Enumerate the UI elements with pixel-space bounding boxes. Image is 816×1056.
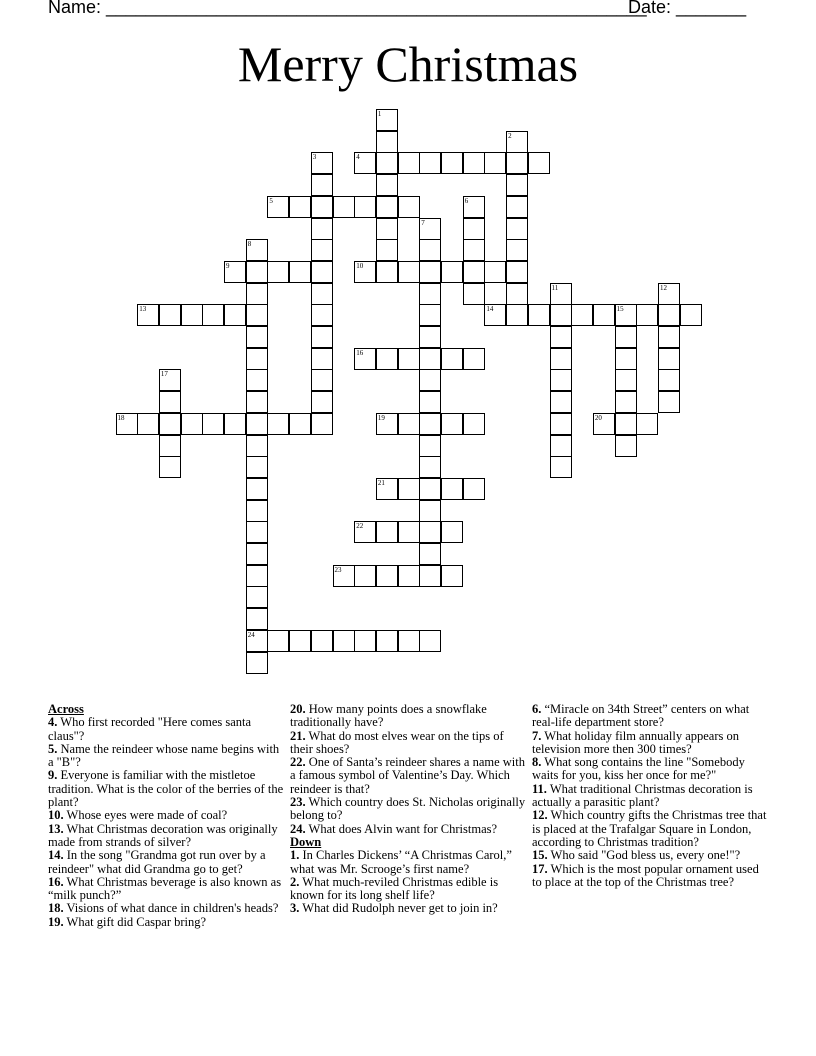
grid-cell[interactable] <box>419 239 441 261</box>
grid-cell[interactable] <box>311 239 333 261</box>
grid-cell[interactable] <box>354 521 376 543</box>
grid-cell[interactable] <box>419 369 441 391</box>
clue-across-24: 24. What does Alvin want for Christmas? <box>290 821 498 836</box>
grid-cell[interactable] <box>224 413 246 435</box>
grid-cell[interactable] <box>246 326 268 348</box>
grid-cell[interactable] <box>246 261 268 283</box>
grid-cell[interactable] <box>506 174 528 196</box>
grid-cell[interactable] <box>506 218 528 240</box>
grid-cell[interactable] <box>658 348 680 370</box>
grid-cell[interactable] <box>528 152 550 174</box>
clue-down-8: 8. What song contains the line "Somebody waits for you, kiss her once for me?" <box>532 755 745 783</box>
grid-cell[interactable] <box>550 369 572 391</box>
clue-number: 20 <box>594 413 602 422</box>
grid-cell[interactable] <box>528 304 550 326</box>
grid-cell[interactable] <box>354 348 376 370</box>
grid-cell[interactable] <box>463 261 485 283</box>
name-field-label: Name: ______________________________________________________ <box>48 0 647 17</box>
grid-cell[interactable] <box>376 131 398 153</box>
grid-cell[interactable] <box>246 521 268 543</box>
clue-across-13: 13. What Christmas decoration was originally made from strands of silver? <box>48 821 278 849</box>
grid-cell[interactable] <box>376 565 398 587</box>
grid-cell[interactable] <box>246 391 268 413</box>
grid-cell[interactable] <box>550 435 572 457</box>
clue-number: 11 <box>551 283 559 292</box>
grid-cell[interactable] <box>636 413 658 435</box>
grid-cell[interactable] <box>419 456 441 478</box>
grid-cell[interactable] <box>615 413 637 435</box>
clue-number: 12 <box>660 283 667 292</box>
grid-cell[interactable] <box>333 565 355 587</box>
grid-cell[interactable] <box>311 218 333 240</box>
grid-cell[interactable] <box>463 239 485 261</box>
clue-number: 14 <box>486 305 494 314</box>
grid-cell[interactable] <box>463 478 485 500</box>
grid-cell[interactable] <box>246 369 268 391</box>
clue-number: 18 <box>117 413 125 422</box>
grid-cell[interactable] <box>419 500 441 522</box>
grid-cell[interactable] <box>615 304 637 326</box>
clue-across-19: 19. What gift did Caspar bring? <box>48 914 207 929</box>
grid-cell[interactable] <box>419 304 441 326</box>
grid-cell[interactable] <box>376 218 398 240</box>
clue-across-23: 23. Which country does St. Nicholas originally belong to? <box>290 795 526 823</box>
grid-cell[interactable] <box>441 261 463 283</box>
grid-cell[interactable] <box>159 369 181 391</box>
clue-down-7: 7. What holiday film annually appears on television more then 300 times? <box>532 728 740 756</box>
grid-cell[interactable] <box>354 196 376 218</box>
grid-cell[interactable] <box>593 413 615 435</box>
grid-cell[interactable] <box>181 413 203 435</box>
grid-cell[interactable] <box>333 196 355 218</box>
clue-across-18: 18. Visions of what dance in children's heads? <box>48 901 279 916</box>
clue-across-9: 9. Everyone is familiar with the mistletoe tradition. What is the color of the berries of the plant? <box>48 768 284 810</box>
grid-cell[interactable] <box>463 348 485 370</box>
grid-cell[interactable] <box>506 131 528 153</box>
grid-cell[interactable] <box>159 391 181 413</box>
grid-cell[interactable] <box>550 326 572 348</box>
clue-across-16: 16. What Christmas beverage is also known as “milk punch?” <box>48 874 282 903</box>
grid-cell[interactable] <box>419 521 441 543</box>
grid-cell[interactable] <box>615 326 637 348</box>
grid-cell[interactable] <box>137 413 159 435</box>
clue-column-3 <box>532 703 768 889</box>
grid-cell[interactable] <box>615 369 637 391</box>
grid-cell[interactable] <box>398 196 420 218</box>
grid-cell[interactable] <box>246 283 268 305</box>
grid-cell[interactable] <box>441 565 463 587</box>
clue-down-15: 15. Who said "God bless us, every one!"? <box>532 848 741 863</box>
grid-cell[interactable] <box>246 565 268 587</box>
grid-cell[interactable] <box>267 413 289 435</box>
clue-across-20: 20. How many points does a snowflake traditionally have? <box>290 702 487 730</box>
clue-across-4: 4. Who first recorded "Here comes santa claus"? <box>48 715 252 743</box>
grid-cell[interactable] <box>376 196 398 218</box>
grid-cell[interactable] <box>419 283 441 305</box>
grid-cell[interactable] <box>463 152 485 174</box>
grid-cell[interactable] <box>376 413 398 435</box>
clue-across-14: 14. In the song "Grandma got run over by a reindeer" what did Grandma go to get? <box>48 848 266 876</box>
clue-down-12: 12. Which country gifts the Christmas tree that is placed at the Trafalgar Square in London, according to Christmas tradition? <box>532 808 767 849</box>
grid-cell[interactable] <box>376 109 398 131</box>
clue-column-1 <box>48 703 284 929</box>
clue-number: 15 <box>616 305 624 314</box>
grid-cell[interactable] <box>419 348 441 370</box>
clue-number: 4 <box>356 153 360 162</box>
down-heading: Down <box>290 834 322 849</box>
grid-cell[interactable] <box>289 261 311 283</box>
grid-cell[interactable] <box>354 152 376 174</box>
grid-cell[interactable] <box>202 413 224 435</box>
grid-cell[interactable] <box>441 478 463 500</box>
clue-across-22: 22. One of Santa’s reindeer shares a name with a famous symbol of Valentine’s Day. Which reindeer is that? <box>290 755 525 796</box>
grid-cell[interactable] <box>224 261 246 283</box>
grid-cell[interactable] <box>550 348 572 370</box>
clue-number: 23 <box>334 565 342 574</box>
clue-across-5: 5. Name the reindeer whose name begins with a "B"? <box>48 741 280 770</box>
grid-cell[interactable] <box>267 630 289 652</box>
grid-cell[interactable] <box>398 413 420 435</box>
clue-number: 9 <box>226 261 230 270</box>
grid-cell[interactable] <box>419 218 441 240</box>
grid-cell[interactable] <box>680 304 702 326</box>
grid-cell[interactable] <box>550 283 572 305</box>
grid-cell[interactable] <box>593 304 615 326</box>
grid-cell[interactable] <box>398 521 420 543</box>
grid-cell[interactable] <box>311 413 333 435</box>
grid-cell[interactable] <box>419 630 441 652</box>
grid-cell[interactable] <box>311 174 333 196</box>
grid-cell[interactable] <box>289 630 311 652</box>
grid-cell[interactable] <box>311 391 333 413</box>
clue-number: 17 <box>160 370 168 379</box>
grid-cell[interactable] <box>159 413 181 435</box>
grid-cell[interactable] <box>484 304 506 326</box>
clue-number: 2 <box>508 131 512 140</box>
grid-cell[interactable] <box>658 304 680 326</box>
grid-cell[interactable] <box>311 283 333 305</box>
grid-cell[interactable] <box>311 630 333 652</box>
grid-cell[interactable] <box>246 456 268 478</box>
grid-cell[interactable] <box>398 261 420 283</box>
grid-cell[interactable] <box>419 152 441 174</box>
grid-cell[interactable] <box>246 630 268 652</box>
grid-cell[interactable] <box>506 196 528 218</box>
grid-cell[interactable] <box>419 478 441 500</box>
grid-cell[interactable] <box>441 152 463 174</box>
grid-cell[interactable] <box>246 608 268 630</box>
clue-number: 13 <box>139 305 147 314</box>
clue-number: 22 <box>356 522 364 531</box>
grid-cell[interactable] <box>550 456 572 478</box>
grid-cell[interactable] <box>246 413 268 435</box>
grid-cell[interactable] <box>506 261 528 283</box>
clue-down-3: 3. What did Rudolph never get to join in? <box>290 901 498 916</box>
grid-cell[interactable] <box>398 478 420 500</box>
grid-cell[interactable] <box>376 478 398 500</box>
grid-cell[interactable] <box>376 261 398 283</box>
grid-cell[interactable] <box>137 304 159 326</box>
grid-cell[interactable] <box>333 630 355 652</box>
across-heading: Across <box>48 702 84 716</box>
grid-cell[interactable] <box>419 565 441 587</box>
grid-cell[interactable] <box>376 174 398 196</box>
clue-number: 6 <box>464 196 469 205</box>
grid-cell[interactable] <box>354 630 376 652</box>
grid-cell[interactable] <box>571 304 593 326</box>
grid-cell[interactable] <box>181 304 203 326</box>
grid-cell[interactable] <box>484 261 506 283</box>
grid-cell[interactable] <box>550 391 572 413</box>
grid-cell[interactable] <box>311 304 333 326</box>
clue-down-1: 1. In Charles Dickens’ “A Christmas Carol,” what was Mr. Scrooge’s first name? <box>290 848 512 876</box>
grid-cell[interactable] <box>463 283 485 305</box>
page-title: Merry Christmas <box>237 36 579 92</box>
grid-cell[interactable] <box>615 391 637 413</box>
grid-cell[interactable] <box>376 521 398 543</box>
grid-cell[interactable] <box>289 196 311 218</box>
grid-cell[interactable] <box>419 413 441 435</box>
clue-number: 3 <box>312 153 317 162</box>
grid-cell[interactable] <box>311 196 333 218</box>
grid-cell[interactable] <box>658 391 680 413</box>
grid-cell[interactable] <box>419 326 441 348</box>
grid-cell[interactable] <box>463 218 485 240</box>
grid-cell[interactable] <box>506 152 528 174</box>
grid-cell[interactable] <box>116 413 138 435</box>
grid-cell[interactable] <box>550 304 572 326</box>
clue-across-10: 10. Whose eyes were made of coal? <box>48 808 228 823</box>
clue-column-2 <box>290 703 526 916</box>
grid-cell[interactable] <box>224 304 246 326</box>
clue-down-2: 2. What much-reviled Christmas edible is known for its long shelf life? <box>290 874 499 903</box>
clue-number: 7 <box>421 218 425 227</box>
grid-cell[interactable] <box>376 239 398 261</box>
grid-cell[interactable] <box>311 261 333 283</box>
grid-cell[interactable] <box>615 348 637 370</box>
grid-cell[interactable] <box>246 652 268 674</box>
grid-cell[interactable] <box>636 304 658 326</box>
grid-cell[interactable] <box>506 304 528 326</box>
grid-cell[interactable] <box>202 304 224 326</box>
grid-cell[interactable] <box>398 152 420 174</box>
clue-number: 19 <box>377 413 385 422</box>
clue-number: 8 <box>247 240 252 249</box>
clue-across-21: 21. What do most elves wear on the tips of their shoes? <box>290 728 504 756</box>
grid-cell[interactable] <box>311 348 333 370</box>
grid-cell[interactable] <box>658 326 680 348</box>
clue-number: 21 <box>377 478 385 487</box>
grid-cell[interactable] <box>506 239 528 261</box>
grid-cell[interactable] <box>441 348 463 370</box>
clue-number: 16 <box>356 348 364 357</box>
grid-cell[interactable] <box>246 543 268 565</box>
grid-cell[interactable] <box>246 586 268 608</box>
grid-cell[interactable] <box>159 435 181 457</box>
grid-cell[interactable] <box>419 261 441 283</box>
grid-cell[interactable] <box>267 261 289 283</box>
grid-cell[interactable] <box>615 435 637 457</box>
clue-down-6: 6. “Miracle on 34th Street” centers on what real-life department store? <box>532 702 750 730</box>
grid-cell[interactable] <box>354 565 376 587</box>
grid-cell[interactable] <box>246 348 268 370</box>
grid-cell[interactable] <box>159 304 181 326</box>
grid-cell[interactable] <box>311 369 333 391</box>
grid-cell[interactable] <box>419 435 441 457</box>
grid-cell[interactable] <box>267 196 289 218</box>
grid-cell[interactable] <box>658 283 680 305</box>
clue-number: 24 <box>247 630 255 639</box>
grid-cell[interactable] <box>419 391 441 413</box>
grid-cell[interactable] <box>398 630 420 652</box>
grid-cell[interactable] <box>484 152 506 174</box>
date-field-label: Date: _______ <box>628 0 747 17</box>
clue-number: 1 <box>377 110 382 118</box>
grid-cell[interactable] <box>246 239 268 261</box>
grid-cell[interactable] <box>246 500 268 522</box>
grid-cell[interactable] <box>246 304 268 326</box>
grid-cell[interactable] <box>159 456 181 478</box>
grid-cell[interactable] <box>376 630 398 652</box>
grid-cell[interactable] <box>463 196 485 218</box>
grid-cell[interactable] <box>441 413 463 435</box>
grid-cell[interactable] <box>419 543 441 565</box>
grid-cell[interactable] <box>311 326 333 348</box>
clue-number: 5 <box>269 196 273 205</box>
grid-cell[interactable] <box>376 348 398 370</box>
grid-cell[interactable] <box>398 565 420 587</box>
grid-cell[interactable] <box>506 283 528 305</box>
grid-cell[interactable] <box>398 348 420 370</box>
clue-down-11: 11. What traditional Christmas decoration is actually a parasitic plant? <box>532 781 753 810</box>
grid-cell[interactable] <box>376 152 398 174</box>
grid-cell[interactable] <box>463 413 485 435</box>
grid-cell[interactable] <box>354 261 376 283</box>
grid-cell[interactable] <box>311 152 333 174</box>
clue-down-17: 17. Which is the most popular ornament used to place at the top of the Christmas tree? <box>532 861 759 889</box>
grid-cell[interactable] <box>289 413 311 435</box>
grid-cell[interactable] <box>246 478 268 500</box>
grid-cell[interactable] <box>441 521 463 543</box>
grid-cell[interactable] <box>550 413 572 435</box>
grid-cell[interactable] <box>246 435 268 457</box>
clue-number: 10 <box>356 261 364 270</box>
grid-cell[interactable] <box>658 369 680 391</box>
